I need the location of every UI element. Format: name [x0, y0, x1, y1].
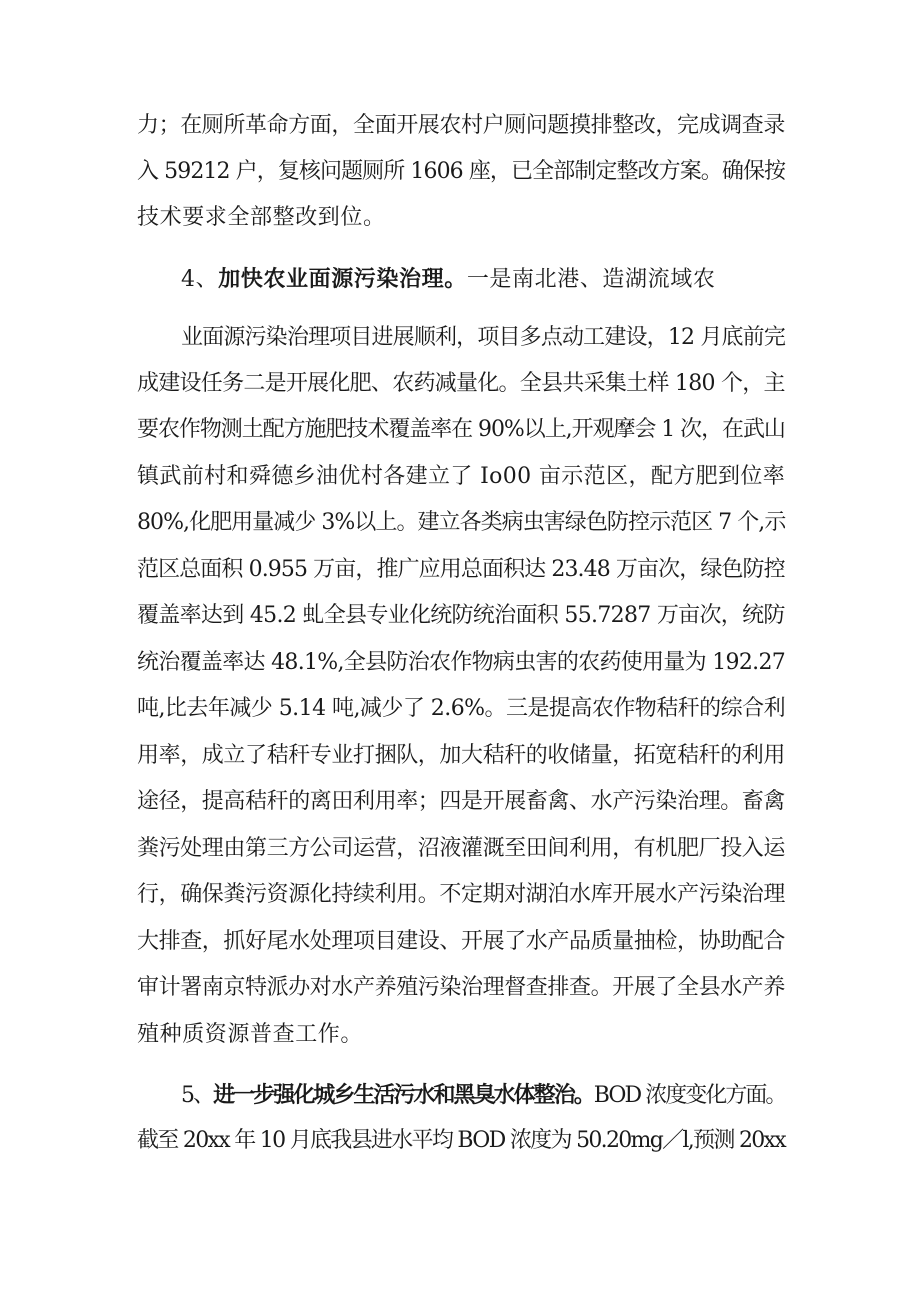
- paragraph-line: 殖种质资源普查工作。: [137, 1022, 364, 1047]
- paragraph-line: 80%,化肥用量减少 3%以上。建立各类病虫害绿色防控示范区 7 个,示: [137, 510, 786, 535]
- paragraph-line: 成建设任务二是开展化肥、农药减量化。全县共采集土样 180 个，主: [137, 371, 785, 396]
- section-number: 4、: [181, 267, 219, 292]
- section-number: 5、: [181, 1083, 214, 1108]
- paragraph-line: 统治覆盖率达 48.1%,全县防治农作物病虫害的农药使用量为 192.27: [137, 650, 786, 675]
- paragraph-line: 用率，成立了秸秆专业打捆队，加大秸秆的收储量，拓宽秸秆的利用: [137, 743, 786, 768]
- paragraph-line: 业面源污染治理项目进展顺利，项目多点动工建设，12 月底前完: [181, 325, 785, 350]
- paragraph-line: 吨,比去年减少 5.14 吨,减少了 2.6%。三是提高农作物秸秆的综合利: [137, 696, 786, 721]
- paragraph-line: 途径，提高秸秆的离田利用率；四是开展畜禽、水产污染治理。畜禽: [137, 789, 786, 814]
- paragraph-line: 行，确保粪污资源化持续利用。不定期对湖泊水库开展水产污染治理: [137, 882, 786, 907]
- section-text: 一是南北港、造湖流域农: [466, 267, 716, 292]
- paragraph-line: 大排查，抓好尾水处理项目建设、开展了水产品质量抽检，协助配合: [137, 929, 786, 954]
- section-title: 进一步强化城乡生活污水和黑臭水体整治。: [213, 1082, 594, 1108]
- paragraph-line: 粪污处理由第三方公司运营，沼液灌溉至田间利用，有机肥厂投入运: [137, 836, 786, 861]
- paragraph-line: 技术要求全部整改到位。: [137, 205, 386, 230]
- paragraph-line: 审计署南京特派办对水产养殖污染治理督查排查。开展了全县水产养: [137, 975, 786, 1000]
- paragraph-line: 覆盖率达到 45.2 虬全县专业化统防统治面积 55.7287 万亩次，统防: [137, 603, 785, 628]
- section-text: BOD 浓度变化方面。: [593, 1083, 786, 1108]
- paragraph-line: 入 59212 户，复核问题厕所 1606 座，已全部制定整改方案。确保按: [137, 159, 786, 184]
- paragraph-line: 要农作物测土配方施肥技术覆盖率在 90%以上,开观摩会 1 次，在武山: [137, 417, 785, 442]
- paragraph-line: 镇武前村和舜德乡油优村各建立了 Io00 亩示范区，配方肥到位率: [137, 464, 786, 489]
- section-title: 加快农业面源污染治理。: [218, 266, 467, 292]
- paragraph-line: 截至 20xx 年 10 月底我县进水平均 BOD 浓度为 50.20mg／l,预测 20xx: [137, 1128, 785, 1153]
- paragraph-line: 力；在厕所革命方面，全面开展农村户厕问题摸排整改，完成调查录: [137, 113, 786, 138]
- section-heading-4: [181, 265, 715, 294]
- section-heading-5: [181, 1081, 785, 1110]
- paragraph-line: 范区总面积 0.955 万亩，推广应用总面积达 23.48 万亩次，绿色防控: [137, 557, 785, 582]
